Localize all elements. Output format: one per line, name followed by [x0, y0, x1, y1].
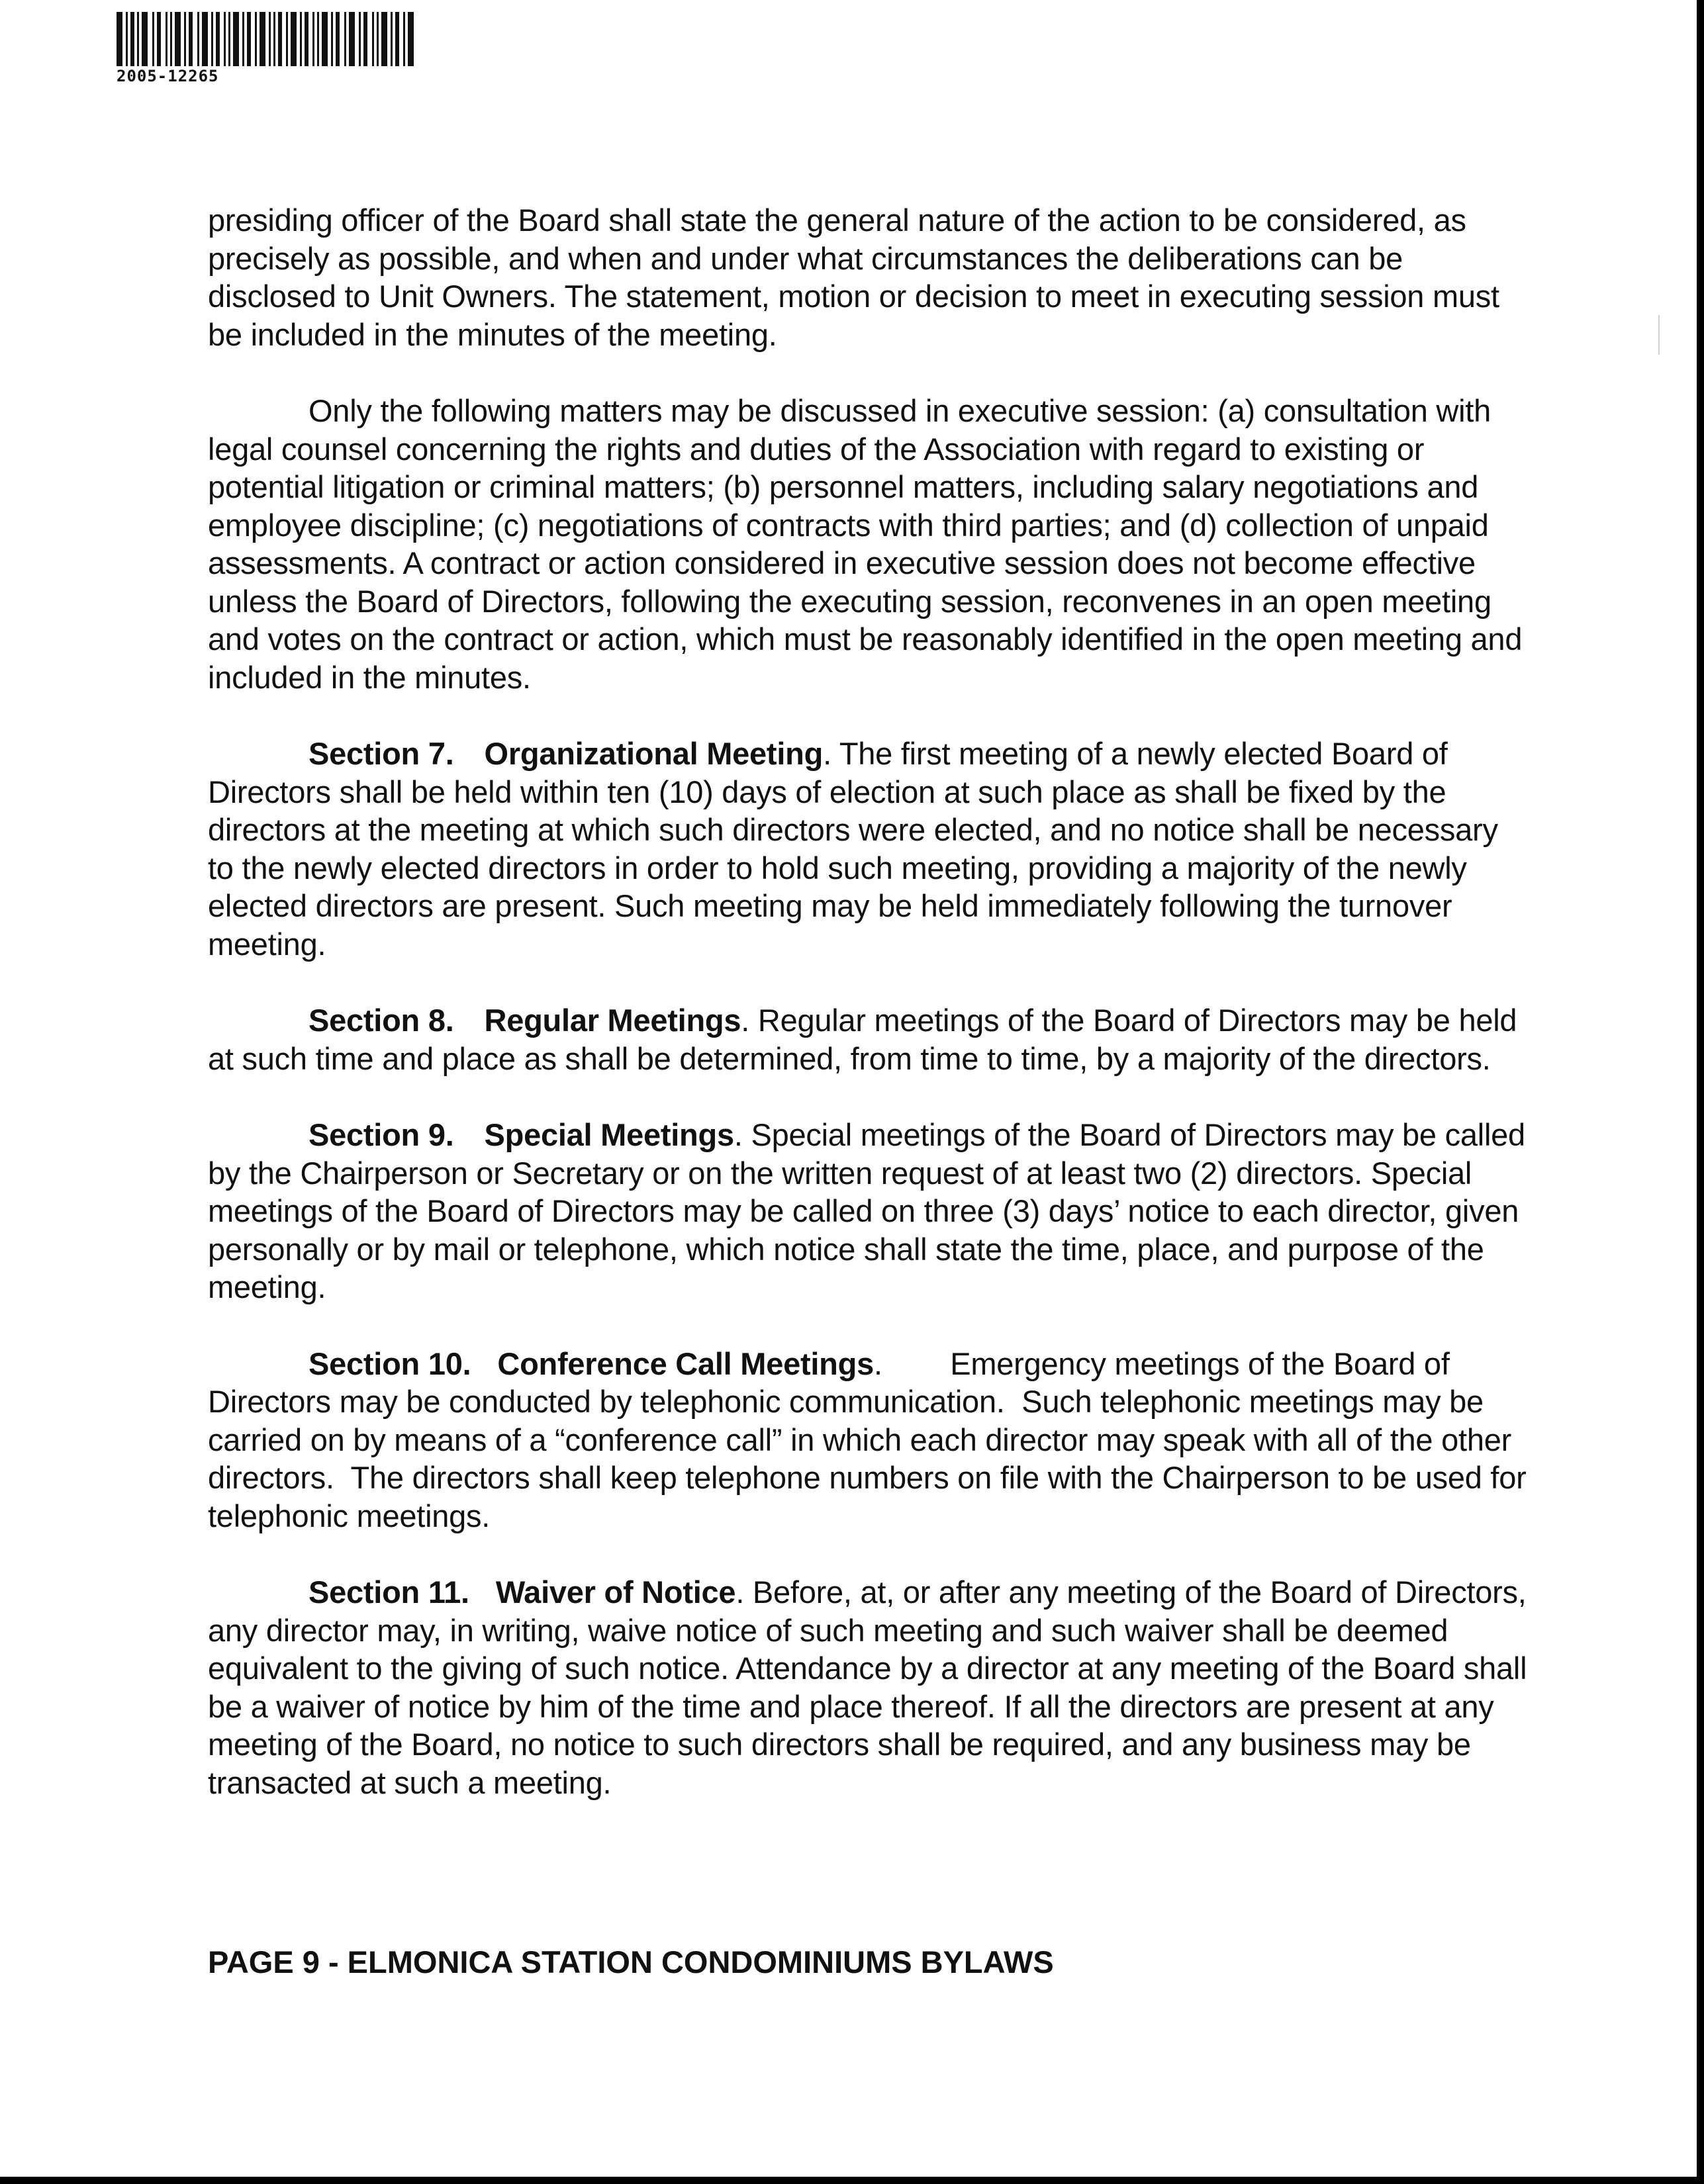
section-title: Conference Call Meetings — [497, 1345, 874, 1381]
section-10 — [208, 1345, 1535, 1535]
section-text: . Before, at, or after any meeting of the Board of Directors, any director may, in writing, waive notice of such meeting and such waiver shall be deemed equivalent to the giving of such notice. Attendance by a director at any meeting of the Board shall be a waiver of notice by him of the time and place thereof. If all the directors are present at any meeting of the Board, no notice to such directors shall be required, and any business may be transacted at such a meeting. — [208, 1574, 1527, 1800]
section-number: Section 8. — [308, 1003, 454, 1038]
barcode-graphic — [117, 12, 418, 66]
section-7 — [208, 735, 1532, 963]
document-barcode — [117, 12, 421, 85]
section-11 — [208, 1573, 1532, 1801]
section-title: Regular Meetings — [484, 1003, 741, 1038]
section-number: Section 11. — [308, 1574, 469, 1610]
section-8 — [208, 1001, 1532, 1077]
paragraph-executive-session-statement: presiding officer of the Board shall state the general nature of the action to be considered, as precisely as possible, and when and under what circumstances the deliberations can be disclosed to Unit Owners. The statement, motion or decision to meet in executing session must be included in the minutes of the meeting. — [208, 203, 1499, 352]
section-title: Waiver of Notice — [495, 1574, 736, 1610]
paragraph-executive-session-matters: Only the following matters may be discussed in executive session: (a) consultation with legal counsel concerning the rights and duties of the Association with regard to existing or potential litigation or criminal matters; (b) personnel matters, including salary negotiations and employee discipline; (c) negotiations of contracts with third parties; and (d) collection of unpaid assessments. A contract or action considered in executive session does not become effective unless the Board of Directors, following the executing session, reconvenes in an open meeting and votes on the contract or action, which must be reasonably identified in the open meeting and included in the minutes. — [208, 393, 1523, 695]
scan-speck — [1658, 315, 1660, 355]
section-9 — [208, 1116, 1532, 1306]
barcode-number: 2005-12265 — [117, 67, 219, 85]
section-text: . Special meetings of the Board of Directors may be called by the Chairperson or Secretary or on the written request of at least two (2) directors. Special meetings of the Board of Directors may be called on three (3) days’ notice to each director, given personally or by mail or telephone, which notice shall state the time, place, and purpose of the meeting. — [208, 1117, 1525, 1304]
section-number: Section 9. — [308, 1117, 454, 1152]
section-text: . The first meeting of a newly elected Board of Directors shall be held within ten (10) days of election at such place as shall be fixed by the directors at the meeting at which such directors were elected, and no notice shall be necessary to the newly elected directors in order to hold such meeting, providing a majority of the newly elected directors are present. Such meeting may be held immediately following the turnover meeting. — [208, 736, 1498, 962]
document-body — [208, 201, 1535, 1840]
page-footer: PAGE 9 - ELMONICA STATION CONDOMINIUMS BYLAWS — [208, 1944, 1054, 1979]
section-number: Section 10. — [308, 1345, 471, 1381]
section-text: . Emergency meetings of the Board of Directors may be conducted by telephonic communication. Such telephonic meetings may be carried on by means of a “conference call” in which each director may speak with all of the other directors. The directors shall keep telephone numbers on file with the Chairperson to be used for telephonic meetings. — [208, 1345, 1535, 1533]
section-text: . Regular meetings of the Board of Directors may be held at such time and place as shall be determined, from time to time, by a majority of the directors. — [208, 1003, 1517, 1076]
section-title: Organizational Meeting — [484, 736, 824, 771]
section-number: Section 7. — [308, 736, 454, 771]
section-title: Special Meetings — [484, 1117, 734, 1152]
